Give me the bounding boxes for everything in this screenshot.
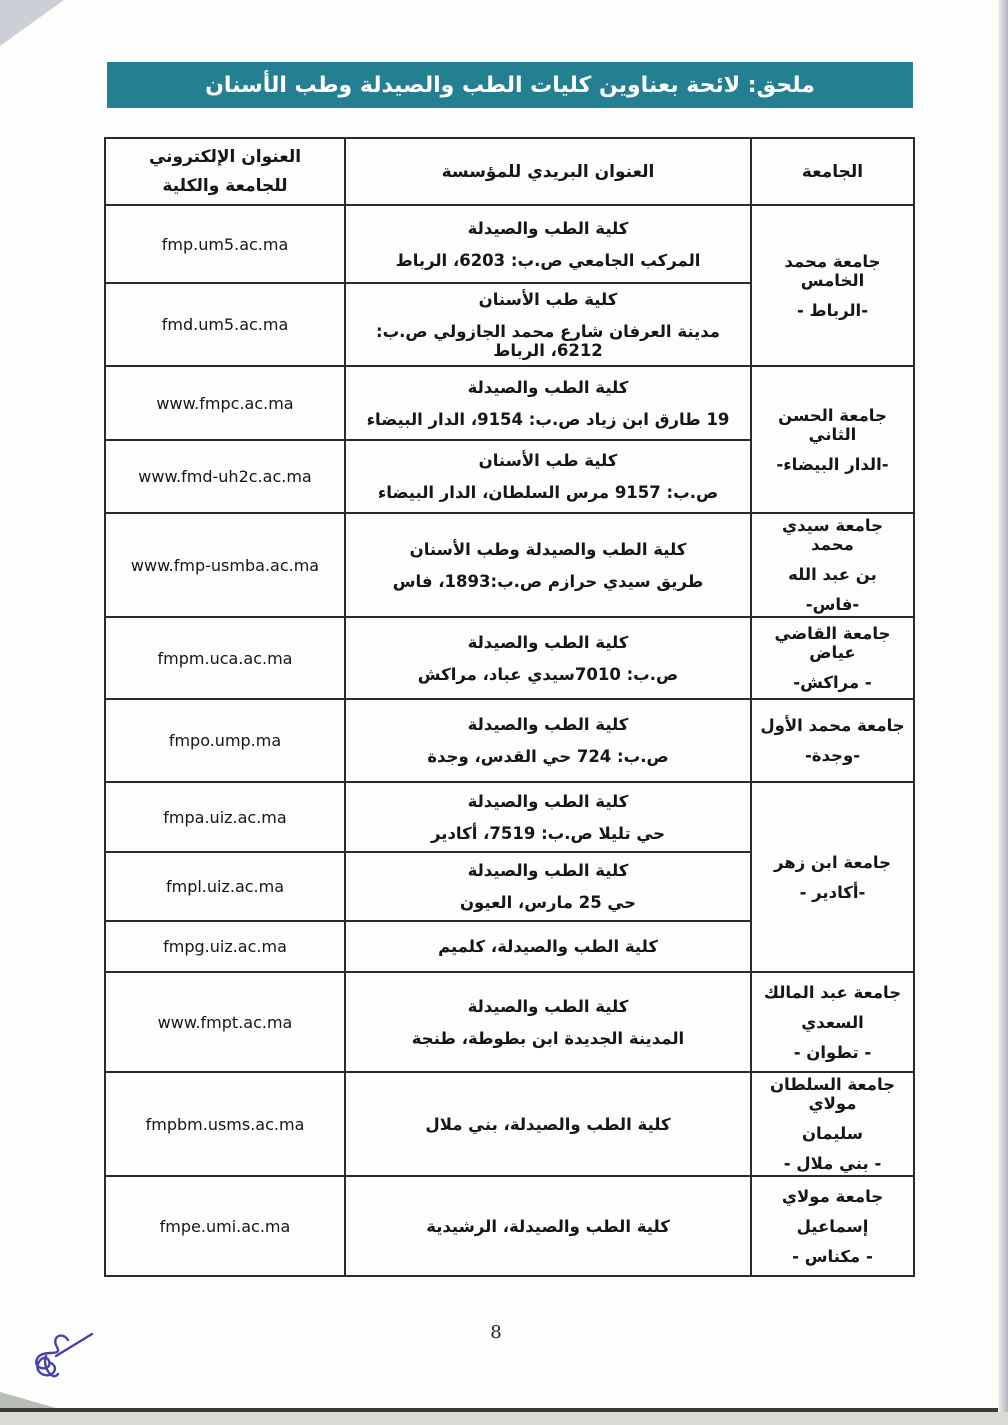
postal-address-cell bbox=[345, 283, 751, 366]
postal-address-line: 19 طارق ابن زياد ص.ب: 9154، الدار البيضاء bbox=[366, 409, 730, 429]
website-cell bbox=[105, 852, 345, 921]
postal-address-line: كلية الطب والصيدلة bbox=[467, 791, 629, 811]
university-cell bbox=[751, 972, 914, 1072]
university-cell bbox=[751, 1072, 914, 1176]
university-name-line: -فاس- bbox=[805, 595, 860, 614]
website-url: fmpa.uiz.ac.ma bbox=[163, 807, 287, 827]
signature-scribble bbox=[22, 1326, 96, 1388]
faculties-table bbox=[104, 137, 915, 1277]
postal-address-line: ص.ب: 7010سيدي عباد، مراكش bbox=[417, 664, 679, 684]
website-url: fmpbm.usms.ac.ma bbox=[145, 1114, 305, 1134]
postal-address-line: حي 25 مارس، العيون bbox=[459, 893, 637, 912]
university-name-line: جامعة السلطان مولاي bbox=[769, 1075, 896, 1113]
website-url: fmpe.umi.ac.ma bbox=[159, 1216, 291, 1236]
university-name-line: جامعة ابن زهر bbox=[773, 852, 891, 872]
website-cell bbox=[105, 205, 345, 283]
postal-address-line: طريق سيدي حرازم ص.ب:1893، فاس bbox=[392, 571, 704, 591]
col-header-postal-address bbox=[345, 138, 751, 205]
website-cell bbox=[105, 921, 345, 972]
website-cell bbox=[105, 617, 345, 699]
website-url: www.fmp-usmba.ac.ma bbox=[130, 555, 320, 575]
table-row bbox=[105, 366, 914, 440]
postal-address-line: المركب الجامعي ص.ب: 6203، الرباط bbox=[395, 250, 701, 270]
website-cell bbox=[105, 972, 345, 1072]
postal-address-line: كلية الطب والصيدلة bbox=[467, 861, 629, 880]
university-name-line: جامعة مولاي bbox=[781, 1186, 884, 1206]
university-cell bbox=[751, 513, 914, 617]
website-cell bbox=[105, 699, 345, 782]
website-url: www.fmpc.ac.ma bbox=[156, 393, 294, 413]
website-cell bbox=[105, 440, 345, 513]
website-cell bbox=[105, 782, 345, 852]
table-row bbox=[105, 205, 914, 283]
postal-address-line: كلية الطب والصيدلة bbox=[467, 996, 629, 1016]
table-row bbox=[105, 617, 914, 699]
postal-address-line: كلية الطب والصيدلة bbox=[467, 218, 629, 238]
col-header-website-label-line2: للجامعة والكلية bbox=[162, 176, 288, 196]
university-name-line: جامعة عبد المالك bbox=[763, 982, 902, 1002]
postal-address-line: كلية الطب والصيدلة bbox=[467, 377, 629, 397]
col-header-website bbox=[105, 138, 345, 205]
scan-background-below-page bbox=[0, 1412, 1008, 1425]
website-url: fmp.um5.ac.ma bbox=[161, 234, 289, 254]
university-cell bbox=[751, 366, 914, 513]
scan-corner-artifact-top-left bbox=[0, 0, 64, 46]
table-row bbox=[105, 699, 914, 782]
postal-address-cell bbox=[345, 782, 751, 852]
website-cell bbox=[105, 283, 345, 366]
website-url: fmpo.ump.ma bbox=[168, 731, 282, 750]
table-row bbox=[105, 1176, 914, 1276]
university-name-line: - تطوان - bbox=[793, 1042, 872, 1062]
postal-address-cell bbox=[345, 699, 751, 782]
postal-address-line: كلية الطب والصيدلة وطب الأسنان bbox=[409, 539, 687, 559]
university-name-line: - مكناس - bbox=[792, 1246, 873, 1266]
university-name-line: إسماعيل bbox=[796, 1216, 869, 1236]
university-cell bbox=[751, 782, 914, 972]
university-cell bbox=[751, 205, 914, 366]
postal-address-line: كلية الطب والصيدلة، كلميم bbox=[438, 937, 658, 956]
col-header-postal-address-label: العنوان البريدي للمؤسسة bbox=[441, 161, 655, 182]
university-name-line: -الدار البيضاء- bbox=[776, 454, 889, 474]
postal-address-line: ص.ب: 9157 مرس السلطان، الدار البيضاء bbox=[377, 483, 719, 502]
postal-address-cell bbox=[345, 972, 751, 1072]
postal-address-line: كلية طب الأسنان bbox=[478, 451, 618, 470]
university-cell bbox=[751, 1176, 914, 1276]
university-name-line: جامعة محمد الخامس bbox=[784, 251, 881, 290]
postal-address-line: كلية الطب والصيدلة bbox=[467, 632, 629, 652]
postal-address-line: كلية الطب والصيدلة، بني ملال bbox=[425, 1114, 671, 1134]
university-name-line: -وجدة- bbox=[804, 746, 861, 765]
postal-address-cell bbox=[345, 440, 751, 513]
postal-address-cell bbox=[345, 617, 751, 699]
university-name-line: -الرباط - bbox=[796, 300, 869, 320]
col-header-university bbox=[751, 138, 914, 205]
postal-address-line: كلية الطب والصيدلة bbox=[467, 715, 629, 734]
website-cell bbox=[105, 366, 345, 440]
website-cell bbox=[105, 1072, 345, 1176]
postal-address-cell bbox=[345, 921, 751, 972]
university-name-line: - مراكش- bbox=[793, 673, 872, 692]
postal-address-cell bbox=[345, 205, 751, 283]
website-cell bbox=[105, 1176, 345, 1276]
table-header-row bbox=[105, 138, 914, 205]
postal-address-cell bbox=[345, 1176, 751, 1276]
university-name-line: جامعة محمد الأول bbox=[760, 716, 905, 735]
university-cell bbox=[751, 699, 914, 782]
col-header-website-label-line1: العنوان الإلكتروني bbox=[148, 147, 302, 167]
postal-address-line: ص.ب: 724 حي القدس، وجدة bbox=[427, 747, 669, 766]
university-name-line: - بني ملال - bbox=[783, 1154, 882, 1173]
website-url: www.fmd-uh2c.ac.ma bbox=[138, 467, 312, 486]
postal-address-line: كلية الطب والصيدلة، الرشيدية bbox=[426, 1216, 670, 1236]
table-row bbox=[105, 513, 914, 617]
university-name-line: جامعة الحسن الثاني bbox=[778, 405, 887, 444]
table-row bbox=[105, 1072, 914, 1176]
university-name-line: السعدي bbox=[801, 1012, 864, 1032]
postal-address-line: المدينة الجديدة ابن بطوطة، طنجة bbox=[411, 1028, 685, 1048]
university-name-line: -أكادير - bbox=[799, 882, 866, 902]
postal-address-cell bbox=[345, 366, 751, 440]
university-name-line: جامعة القاضي عياض bbox=[774, 624, 891, 662]
postal-address-line: مدينة العرفان شارع محمد الجازولي ص.ب: 6212، الرباط bbox=[375, 321, 721, 360]
col-header-university-label: الجامعة bbox=[801, 161, 864, 182]
university-name-line: جامعة سيدي محمد bbox=[782, 516, 883, 554]
website-url: fmpg.uiz.ac.ma bbox=[163, 937, 287, 956]
postal-address-line: كلية طب الأسنان bbox=[478, 289, 618, 309]
page-number: 8 bbox=[490, 1322, 502, 1343]
page-title: ملحق: لائحة بعناوين كليات الطب والصيدلة وطب الأسنان bbox=[205, 72, 815, 98]
page-title-banner bbox=[107, 62, 913, 108]
postal-address-cell bbox=[345, 852, 751, 921]
website-cell bbox=[105, 513, 345, 617]
website-url: www.fmpt.ac.ma bbox=[157, 1012, 293, 1032]
table-row bbox=[105, 782, 914, 852]
scan-edge-right bbox=[999, 0, 1008, 1412]
website-url: fmd.um5.ac.ma bbox=[161, 315, 289, 334]
university-name-line: بن عبد الله bbox=[788, 565, 877, 584]
postal-address-cell bbox=[345, 1072, 751, 1176]
website-url: fmpm.uca.ac.ma bbox=[157, 648, 293, 668]
postal-address-line: حي تليلا ص.ب: 7519، أكادير bbox=[431, 823, 665, 843]
scan-corner-artifact-bottom-left bbox=[0, 1392, 56, 1408]
university-cell bbox=[751, 617, 914, 699]
postal-address-cell bbox=[345, 513, 751, 617]
table-row bbox=[105, 972, 914, 1072]
faculties-table-body bbox=[105, 205, 914, 1276]
website-url: fmpl.uiz.ac.ma bbox=[165, 877, 285, 896]
university-name-line: سليمان bbox=[801, 1124, 864, 1143]
